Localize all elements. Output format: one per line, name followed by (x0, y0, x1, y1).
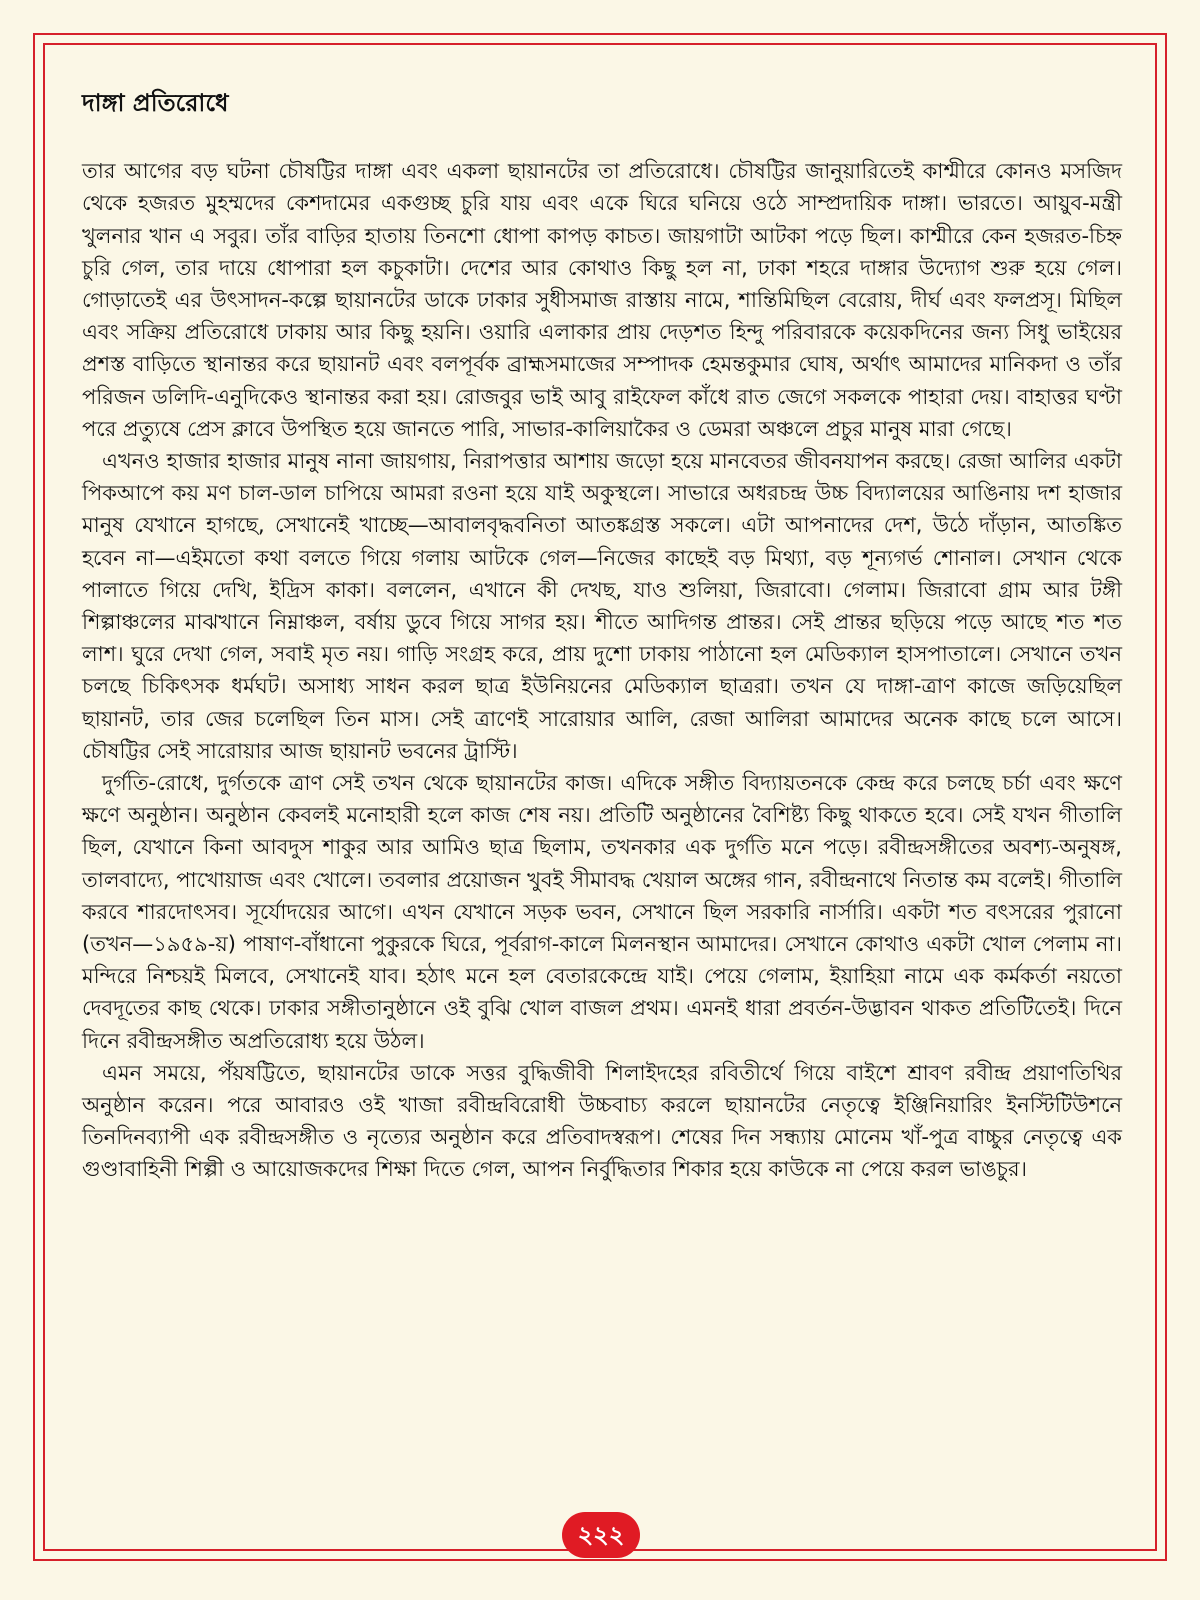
paragraph-1: তার আগের বড় ঘটনা চৌষট্টির দাঙ্গা এবং একলা ছায়ানটের তা প্রতিরোধে। চৌষট্টির জানুয়ারিতেই কাশ্মীরে কোনও মসজিদ থেকে হজরত মুহম্মদের কেশদামের একগুচ্ছ চুরি যায় এবং একে ঘিরে ঘনিয়ে ওঠে সাম্প্রদায়িক দাঙ্গা। ভারতে। আয়ুব-মন্ত্রী খুলনার খান এ সবুর। তাঁর বাড়ির হাতায় তিনশো ধোপা কাপড় কাচত। জায়গাটা আটকা পড়ে ছিল। কাশ্মীরে কেন হজরত-চিহ্ন চুরি গেল, তার দায়ে ধোপারা হল কচুকাটা। দেশের আর কোথাও কিছু হল না, ঢাকা শহরে দাঙ্গার উদ্যোগ শুরু হয়ে গেল। গোড়াতেই এর উৎসাদন-কল্পে ছায়ানটের ডাকে ঢাকার সুধীসমাজ রাস্তায় নামে, শান্তিমিছিল বেরোয়, দীর্ঘ এবং ফলপ্রসূ। মিছিল এবং সক্রিয় প্রতিরোধে ঢাকায় আর কিছু হয়নি। ওয়ারি এলাকার প্রায় দেড়শত হিন্দু পরিবারকে কয়েকদিনের জন্য সিধু ভাইয়ের প্রশস্ত বাড়িতে স্থানান্তর করে ছায়ানট এবং বলপূর্বক ব্রাহ্মসমাজের সম্পাদক হেমন্তকুমার ঘোষ, অর্থাৎ আমাদের মানিকদা ও তাঁর পরিজন ডলিদি-এনুদিকেও স্থানান্তর করা হয়। রোজবুর ভাই আবু রাইফেল কাঁধে রাত জেগে সকলকে পাহারা দেয়। বাহাত্তর ঘণ্টা পরে প্রত্যুষে প্রেস ক্লাবে উপস্থিত হয়ে জানতে পারি, সাভার-কালিয়াকৈর ও ডেমরা অঞ্চলে প্রচুর মানুষ মারা গেছে। (82, 159, 1122, 441)
page-content (82, 88, 1122, 1186)
paragraph-3: দুর্গতি-রোধে, দুর্গতকে ত্রাণ সেই তখন থেকে ছায়ানটের কাজ। এদিকে সঙ্গীত বিদ্যায়তনকে কেন্দ্র করে চলছে চর্চা এবং ক্ষণে ক্ষণে অনুষ্ঠান। অনুষ্ঠান কেবলই মনোহারী হলে কাজ শেষ নয়। প্রতিটি অনুষ্ঠানের বৈশিষ্ট্য কিছু থাকতে হবে। সেই যখন গীতালি ছিল, যেখানে কিনা আবদুস শাকুর আর আমিও ছাত্র ছিলাম, তখনকার এক দুর্গতি মনে পড়ে। রবীন্দ্রসঙ্গীতের অবশ্য-অনুষঙ্গ, তালবাদ্যে, পাখোয়াজ এবং খোলে। তবলার প্রয়োজন খুবই সীমাবদ্ধ খেয়াল অঙ্গের গান, রবীন্দ্রনাথে নিতান্ত কম বলেই। গীতালি করবে শারদোৎসব। সূর্যোদয়ের আগে। এখন যেখানে সড়ক ভবন, সেখানে ছিল সরকারি নার্সারি। একটা শত বৎসরের পুরানো (তখন—১৯৫৯-য়) পাষাণ-বাঁধানো পুকুরকে ঘিরে, পূর্বরাগ-কালে মিলনস্থান আমাদের। সেখানে কোথাও একটা খোল পেলাম না। মন্দিরে নিশ্চয়ই মিলবে, সেখানেই যাব। হঠাৎ মনে হল বেতারকেন্দ্রে যাই। পেয়ে গেলাম, ইয়াহিয়া নামে এক কর্মকর্তা নয়তো দেবদূতের কাছ থেকে। ঢাকার সঙ্গীতানুষ্ঠানে ওই বুঝি খোল বাজল প্রথম। এমনই ধারা প্রবর্তন-উদ্ভাবন থাকত প্রতিটিতেই। দিনে দিনে রবীন্দ্রসঙ্গীত অপ্রতিরোধ্য হয়ে উঠল। (82, 771, 1122, 1053)
paragraph-4: এমন সময়ে, পঁয়ষট্টিতে, ছায়ানটের ডাকে সত্তর বুদ্ধিজীবী শিলাইদহের রবিতীর্থে গিয়ে বাইশে শ্রাবণ রবীন্দ্র প্রয়াণতিথির অনুষ্ঠান করেন। পরে আবারও ওই খাজা রবীন্দ্রবিরোধী উচ্চবাচ্য করলে ছায়ানটের নেতৃত্বে ইঞ্জিনিয়ারিং ইনস্টিটিউশনে তিনদিনব্যাপী এক রবীন্দ্রসঙ্গীত ও নৃত্যের অনুষ্ঠান করে প্রতিবাদস্বরূপ। শেষের দিন সন্ধ্যায় মোনেম খাঁ-পুত্র বাচ্চুর নেতৃত্বে এক গুণ্ডাবাহিনী শিল্পী ও আয়োজকদের শিক্ষা দিতে গেল, আপন নির্বুদ্ধিতার শিকার হয়ে কাউকে না পেয়ে করল ভাঙচুর। (82, 1060, 1122, 1182)
section-heading: দাঙ্গা প্রতিরোধে (82, 89, 229, 117)
page-number-badge: ২২২ (562, 1512, 640, 1558)
paragraph-2: এখনও হাজার হাজার মানুষ নানা জায়গায়, নিরাপত্তার আশায় জড়ো হয়ে মানবেতর জীবনযাপন করছে। রেজা আলির একটা পিকআপে কয় মণ চাল-ডাল চাপিয়ে আমরা রওনা হয়ে যাই অকুস্থলে। সাভারে অধরচন্দ্র উচ্চ বিদ্যালয়ের আঙিনায় দশ হাজার মানুষ যেখানে হাগছে, সেখানেই খাচ্ছে—আবালবৃদ্ধবনিতা আতঙ্কগ্রস্ত সকলে। এটা আপনাদের দেশ, উঠে দাঁড়ান, আতঙ্কিত হবেন না—এইমতো কথা বলতে গিয়ে গলায় আটকে গেল—নিজের কাছেই বড় মিথ্যা, বড় শূন্যগর্ভ শোনাল। সেখান থেকে পালাতে গিয়ে দেখি, ইদ্রিস কাকা। বললেন, এখানে কী দেখছ, যাও শুলিয়া, জিরাবো। গেলাম। জিরাবো গ্রাম আর টঙ্গী শিল্পাঞ্চলের মাঝখানে নিম্নাঞ্চল, বর্ষায় ডুবে গিয়ে সাগর হয়। শীতে আদিগন্ত প্রান্তর। সেই প্রান্তর ছড়িয়ে পড়ে আছে শত শত লাশ। ঘুরে দেখা গেল, সবাই মৃত নয়। গাড়ি সংগ্রহ করে, প্রায় দুশো ঢাকায় পাঠানো হল মেডিক্যাল হাসপাতালে। সেখানে তখন চলছে চিকিৎসক ধর্মঘট। অসাধ্য সাধন করল ছাত্র ইউনিয়নের মেডিক্যাল ছাত্ররা। তখন যে দাঙ্গা-ত্রাণ কাজে জড়িয়েছিল ছায়ানট, তার জের চলেছিল তিন মাস। সেই ত্রাণেই সারোয়ার আলি, রেজা আলিরা আমাদের অনেক কাছে চলে আসে। চৌষট্টির সেই সারোয়ার আজ ছায়ানট ভবনের ট্রাস্টি। (82, 449, 1122, 763)
